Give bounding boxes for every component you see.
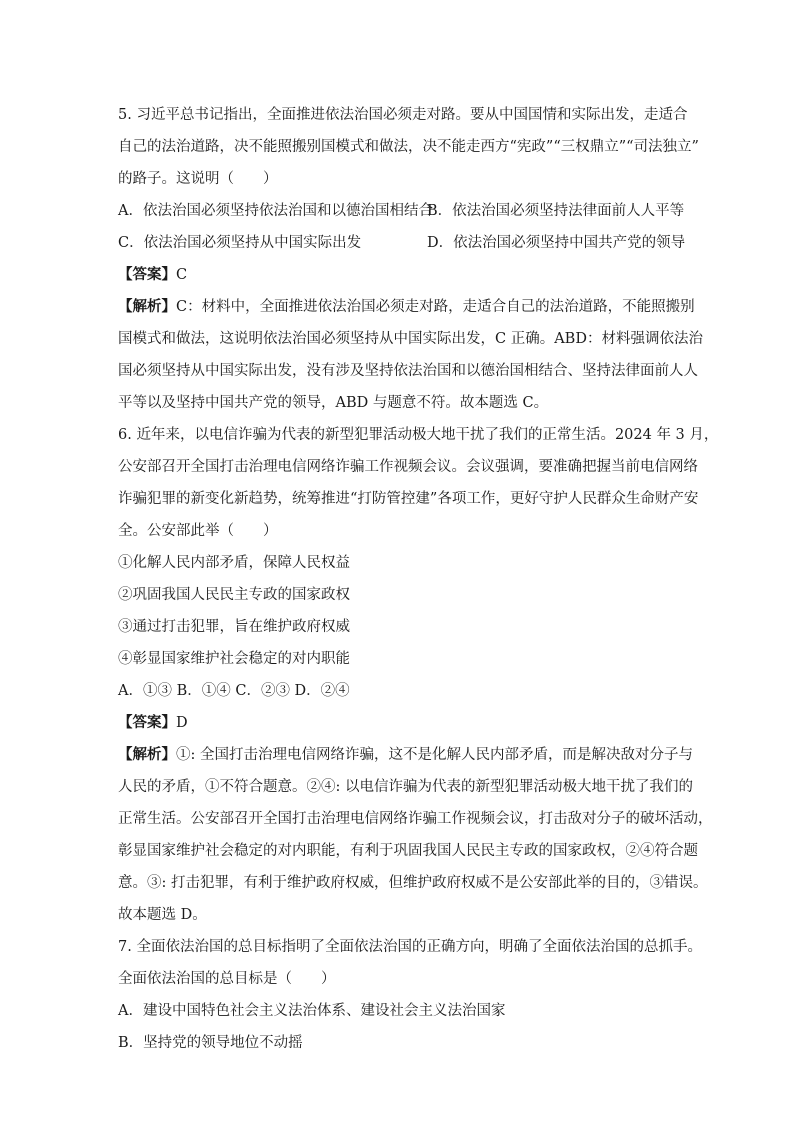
q6-item-3: ③通过打击犯罪，旨在维护政府权威 [118,619,350,635]
q6-answer-label: 【答案】 [118,714,176,731]
q5-stem-line-3: 的路子。这说明（ ） [118,171,278,187]
q6-analysis-line-5: 意。③: 打击犯罪，有利于维护政府权威，但维护政府权威不是公安部此举的目的，③错误。 [118,875,708,891]
q5-answer-label: 【答案】 [118,266,176,283]
q6-item-1: ①化解人民内部矛盾，保障人民权益 [118,555,350,571]
q6-analysis-text-1: ①: 全国打击治理电信网络诈骗，这不是化解人民内部矛盾，而是解决敌对分子与 [176,747,693,763]
q5-option-a: A．依法治国必须坚持依法治国和以德治国相结合 [118,203,433,219]
q5-answer-value: C [176,267,188,283]
q6-stem-line-3: 诈骗犯罪的新变化新趋势，统筹推进“打防管控建”各项工作，更好守护人民群众生命财产安 [118,491,699,507]
q5-analysis-line-4: 平等以及坚持中国共产党的领导，ABD 与题意不符。故本题选 C。 [118,395,549,411]
q5-answer [118,265,187,285]
q5-option-d: D．依法治国必须坚持中国共产党的领导 [427,235,686,251]
q5-stem-line-2: 自己的法治道路，决不能照搬别国模式和做法，决不能走西方“宪政”“三权鼎立”“司法独立” [118,139,699,155]
q6-analysis-line-3: 正常生活。公安部召开全国打击治理电信网络诈骗工作视频会议，打击敌对分子的破坏活动， [118,811,713,827]
q5-option-b: B．依法治国必须坚持法律面前人人平等 [427,203,685,219]
q7-stem-line-1: 7. 全面依法治国的总目标指明了全面依法治国的正确方向，明确了全面依法治国的总抓手。 [118,939,702,955]
q5-analysis-text-1: C：材料中，全面推进依法治国必须走对路，走适合自己的法治道路，不能照搬别 [176,299,695,315]
q6-analysis-line-2: 人民的矛盾，①不符合题意。②④: 以电信诈骗为代表的新型犯罪活动极大地干扰了我们的 [118,779,693,795]
q6-stem-line-1: 6. 近年来，以电信诈骗为代表的新型犯罪活动极大地干扰了我们的正常生活。2024 年 3 月， [118,427,719,443]
q7-option-a: A．建设中国特色社会主义法治体系、建设社会主义法治国家 [118,1003,506,1019]
q6-item-2: ②巩固我国人民民主专政的国家政权 [118,587,350,603]
q6-analysis-line-1 [118,745,693,765]
q6-stem-line-2: 公安部召开全国打击治理电信网络诈骗工作视频会议。会议强调，要准确把握当前电信网络 [118,459,698,475]
q6-analysis-line-6: 故本题选 D。 [118,907,207,923]
q6-analysis-line-4: 彰显国家维护社会稳定的对内职能，有利于巩固我国人民民主专政的国家政权，②④符合题 [118,843,698,859]
q5-analysis-line-2: 国模式和做法，这说明依法治国必须坚持从中国实际出发，C 正确。ABD：材料强调依法治 [118,331,703,347]
q5-option-c: C．依法治国必须坚持从中国实际出发 [118,235,362,251]
q6-item-4: ④彰显国家维护社会稳定的对内职能 [118,651,350,667]
q6-analysis-label: 【解析】 [118,746,176,763]
q6-answer [118,713,188,733]
q7-stem-line-2: 全面依法治国的总目标是（ ） [118,971,336,987]
q5-stem-line-1: 5. 习近平总书记指出，全面推进依法治国必须走对路。要从中国国情和实际出发，走适合 [118,107,688,123]
q7-option-b: B．坚持党的领导地位不动摇 [118,1035,303,1051]
q5-analysis-label: 【解析】 [118,298,176,315]
q5-analysis-line-3: 国必须坚持从中国实际出发，没有涉及坚持依法治国和以德治国相结合、坚持法律面前人人 [118,363,698,379]
q6-answer-value: D [176,715,188,731]
q5-analysis-line-1 [118,297,695,317]
q6-stem-line-4: 全。公安部此举（ ） [118,523,278,539]
q6-options: A．①③ B．①④ C．②③ D．②④ [118,683,350,699]
